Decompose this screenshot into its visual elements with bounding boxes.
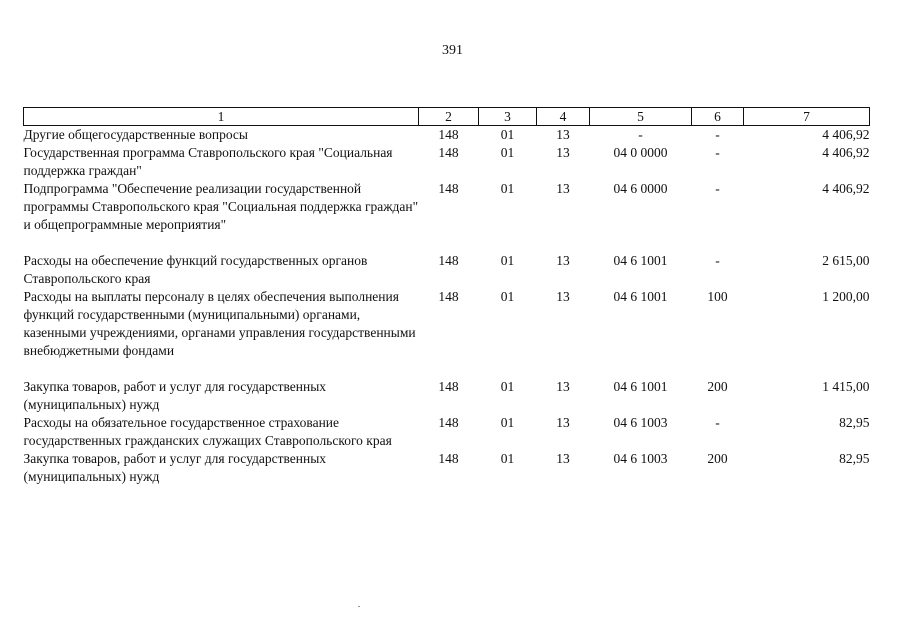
table-row xyxy=(24,180,870,252)
row-amount: 4 406,92 xyxy=(822,145,870,160)
table-row xyxy=(24,288,870,378)
row-amount: 82,95 xyxy=(839,451,870,466)
row-ministry-code: 148 xyxy=(438,289,459,304)
row-subsection-code: 13 xyxy=(556,379,570,394)
row-ministry-code: 148 xyxy=(438,253,459,268)
row-section-code: 01 xyxy=(500,127,515,142)
budget-table xyxy=(23,107,870,486)
column-header: 5 xyxy=(590,108,692,126)
column-header: 1 xyxy=(24,108,419,126)
row-section-code: 01 xyxy=(500,253,515,268)
row-target-item: 04 0 0000 xyxy=(613,145,668,160)
row-amount: 2 615,00 xyxy=(822,253,870,268)
row-amount: 82,95 xyxy=(839,415,870,430)
row-expense-type: - xyxy=(715,127,720,142)
row-subsection-code: 13 xyxy=(556,145,570,160)
row-ministry-code: 148 xyxy=(438,415,459,430)
table-row xyxy=(24,126,870,145)
row-name: Расходы на обеспечение функций государственных органов Ставропольского края xyxy=(23,253,368,286)
row-subsection-code: 13 xyxy=(556,451,570,466)
row-target-item: 04 6 1003 xyxy=(613,415,668,430)
column-header: 7 xyxy=(744,108,870,126)
row-expense-type: - xyxy=(715,415,720,430)
row-section-code: 01 xyxy=(500,451,515,466)
column-header: 4 xyxy=(537,108,590,126)
row-ministry-code: 148 xyxy=(438,127,459,142)
table-row xyxy=(24,378,870,414)
page-number: 391 xyxy=(442,43,463,58)
row-subsection-code: 13 xyxy=(556,127,570,142)
row-name: Государственная программа Ставропольского края "Социальная поддержка граждан" xyxy=(23,145,393,178)
row-section-code: 01 xyxy=(500,145,515,160)
row-target-item: 04 6 1001 xyxy=(613,253,668,268)
row-ministry-code: 148 xyxy=(438,451,459,466)
row-expense-type: - xyxy=(715,181,720,196)
row-name: Закупка товаров, работ и услуг для государственных (муниципальных) нужд xyxy=(23,451,327,484)
row-expense-type: 200 xyxy=(707,379,728,394)
row-ministry-code: 148 xyxy=(438,145,459,160)
row-expense-type: 100 xyxy=(707,289,728,304)
row-target-item: 04 6 0000 xyxy=(613,181,668,196)
row-target-item: - xyxy=(638,127,643,142)
row-subsection-code: 13 xyxy=(556,181,570,196)
row-target-item: 04 6 1001 xyxy=(613,379,668,394)
row-target-item: 04 6 1001 xyxy=(613,289,668,304)
row-ministry-code: 148 xyxy=(438,181,459,196)
scan-speck xyxy=(358,606,360,607)
row-amount: 4 406,92 xyxy=(822,181,870,196)
row-expense-type: - xyxy=(715,253,720,268)
row-subsection-code: 13 xyxy=(556,289,570,304)
table-row xyxy=(24,252,870,288)
column-header: 6 xyxy=(692,108,744,126)
row-subsection-code: 13 xyxy=(556,415,570,430)
row-section-code: 01 xyxy=(500,379,515,394)
row-amount: 1 415,00 xyxy=(822,379,870,394)
table-header-row xyxy=(24,108,870,126)
row-ministry-code: 148 xyxy=(438,379,459,394)
row-amount: 1 200,00 xyxy=(822,289,870,304)
row-amount: 4 406,92 xyxy=(822,127,870,142)
row-name: Подпрограмма "Обеспечение реализации государственной программы Ставропольского края "Социальная поддержка граждан" и общепрограммные мероприятия" xyxy=(23,181,419,232)
row-section-code: 01 xyxy=(500,289,515,304)
row-name: Расходы на обязательное государственное страхование государственных гражданских служащих Ставропольского края xyxy=(23,415,392,448)
table-row xyxy=(24,144,870,180)
column-header: 2 xyxy=(419,108,479,126)
column-header: 3 xyxy=(479,108,537,126)
row-expense-type: - xyxy=(715,145,720,160)
table-row xyxy=(24,414,870,450)
table-row xyxy=(24,450,870,486)
row-expense-type: 200 xyxy=(707,451,728,466)
row-name: Закупка товаров, работ и услуг для государственных (муниципальных) нужд xyxy=(23,379,327,412)
row-name: Расходы на выплаты персоналу в целях обеспечения выполнения функций государственными (муниципальными) органами, казенными учреждениями, органами управления государственными внебюджетными фондами xyxy=(23,289,416,358)
row-section-code: 01 xyxy=(500,181,515,196)
row-section-code: 01 xyxy=(500,415,515,430)
row-subsection-code: 13 xyxy=(556,253,570,268)
row-target-item: 04 6 1003 xyxy=(613,451,668,466)
row-name: Другие общегосударственные вопросы xyxy=(23,127,248,142)
